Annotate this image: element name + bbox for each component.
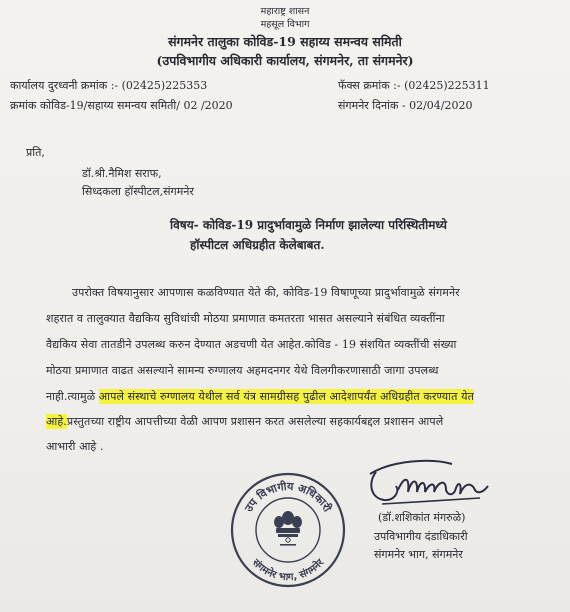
body-line-5-prefix: नाही.त्यामुळे: [46, 390, 99, 403]
signatory-name: (डॉ.शशिकांत मंगरुळे): [378, 511, 466, 524]
highlighted-order-text-end: आहे.: [46, 415, 67, 428]
svg-text:संगमनेर भाग, संगमनेर: संगमनेर भाग, संगमनेर: [249, 557, 327, 584]
department-title: महसूल विभाग: [260, 19, 310, 30]
subject-line-2: हॉस्पीटल अधिग्रहीत केलेबाबत.: [190, 238, 325, 252]
body-line-7: आभारी आहे .: [46, 440, 104, 453]
office-title: (उपविभागीय अधिकारी कार्यालय, संगमनेर, ता संगमनेर): [156, 53, 414, 68]
recipient-prefix: प्रति,: [26, 146, 45, 159]
body-line-5: [46, 389, 474, 404]
committee-title: संगमनेर तालुका कोविड-19 सहाय्य समन्वय समिती: [168, 34, 402, 49]
subject-line-1: विषय- कोविड-19 प्रादुर्भावामुळे निर्माण झालेल्या परिस्थितीमध्ये: [170, 218, 447, 232]
signatory-place: संगमनेर भाग, संगमनेर: [374, 548, 463, 561]
body-line-4: मोठया प्रमाणात वाढत असल्याने सामन्य रुग्णालय अहमदनगर येथे विलगीकरणासाठी जागा उपलब्ध: [46, 364, 439, 377]
govt-title: महाराष्ट्र शासन: [260, 6, 310, 17]
body-line-6: [46, 414, 443, 429]
highlighted-order-text: आपले संस्थाचे रुग्णालय येथील सर्व यंत्र सामग्रीसह पुढील आदेशापर्यंत अधिग्रहीत करण्यात येत: [98, 390, 474, 403]
body-line-3: वैद्यकिय सेवा तातडीने उपलब्ध करुन देण्यात अडचणी येत आहेत.कोविड - 19 संशयित व्यक्तींची संख्या: [46, 338, 457, 351]
recipient-address: सिध्दकला हॉस्पीटल,संगमनेर: [82, 185, 194, 198]
svg-text:उप विभागीय अधिकारी: उप विभागीय अधिकारी: [242, 479, 334, 515]
body-line-2: शहरात व तालुक्यात वैद्यकिय सुविधांची मोठया प्रमाणात कमतरता भासत असल्याने संबंधित व्यक्तींना: [46, 312, 445, 325]
recipient-name: डॉ.श्री.नैमिश सराफ,: [82, 167, 162, 180]
body-line-6-rest: प्रस्तुतच्या राष्ट्रीय आपत्तीच्या वेळी आपण प्रशासन करत असलेल्या सहकार्यबद्दल प्रशासन आपले: [66, 415, 444, 428]
reference-number: क्रमांक कोविड-19/सहाय्य समन्वय समिती/ 02 /2020: [10, 99, 233, 112]
handwritten-signature: [362, 452, 512, 512]
letter-date: संगमनेर दिनांक - 02/04/2020: [338, 99, 473, 112]
body-line-1: उपरोक्त विषयानुसार आपणास कळविण्यात येते की, कोविड-19 विषाणूच्या प्रादुर्भावामुळे संगमनेर: [72, 286, 460, 299]
office-phone: कार्यालय दुरध्वनी क्रमांक :- (02425)225353: [10, 79, 208, 92]
national-emblem-icon: [274, 511, 302, 546]
signatory-designation: उपविभागीय दंडाधिकारी: [374, 530, 468, 543]
fax-number: फॅक्स क्रमांक :- (02425)225311: [338, 79, 490, 92]
official-seal: [228, 470, 348, 590]
